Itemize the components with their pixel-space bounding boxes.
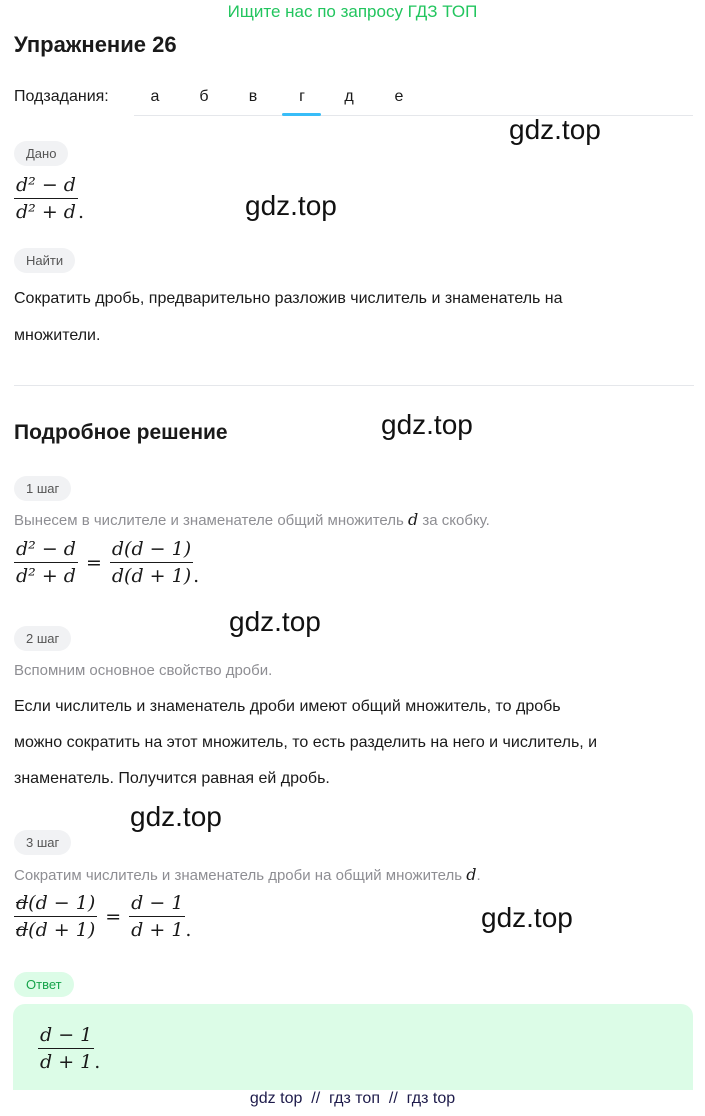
given-badge: Дано <box>14 141 68 166</box>
tab-v[interactable]: в <box>248 88 258 105</box>
find-badge: Найти <box>14 248 75 273</box>
step-3-rhs-numerator: d − 1 <box>129 892 185 917</box>
answer-expression: $\frac{d - 1}{d + 1}$ . <box>40 1024 101 1073</box>
top-banner: Ищите нас по запросу ГДЗ ТОП <box>227 2 478 21</box>
step-2-text-line-3: знаменатель. Получится равная ей дробь. <box>14 770 330 787</box>
watermark: gdz.top <box>130 801 222 832</box>
step-1-equation: $\frac{\text{d² − d}}{\text{d² + d}}$ = $\frac{d(d - 1)}{d(d + 1)}$ . <box>16 538 200 587</box>
step-1-hint-after: за скобку. <box>418 512 490 529</box>
step-2-text-line-2: можно сократить на этот множитель, то есть разделить на него и числитель, и <box>14 734 598 751</box>
find-text-line-1: Сократить дробь, предварительно разложив числитель и знаменатель на <box>14 290 563 307</box>
watermark: gdz.top <box>245 190 337 221</box>
tab-a[interactable]: а <box>150 88 160 105</box>
step-1-lhs-numerator: d² − d <box>14 538 78 563</box>
subtasks-label: Подзадания: <box>14 88 109 105</box>
step-1-hint <box>14 501 694 539</box>
step-3-hint-var: d <box>466 865 477 884</box>
step-1-badge: 1 шаг <box>14 476 71 501</box>
watermark: gdz.top <box>509 114 601 145</box>
answer-badge: Ответ <box>14 972 74 997</box>
answer-box <box>13 1004 693 1090</box>
step-1-hint-before: Вынесем в числителе и знаменателе общий множитель <box>14 512 408 529</box>
step-1-rhs-numerator: d(d − 1) <box>110 538 193 563</box>
step-2-badge: 2 шаг <box>14 626 71 651</box>
answer-denominator: d + 1 <box>40 1051 93 1073</box>
section-divider <box>14 385 694 386</box>
step-3-lhs-num-cancelled: d <box>16 892 29 914</box>
tab-g[interactable]: г <box>299 88 305 105</box>
tab-b[interactable]: б <box>199 88 209 105</box>
step-2-hint: Вспомним основное свойство дроби. <box>14 662 273 679</box>
tabs-divider <box>134 115 693 116</box>
step-3-equation: $\frac{d(d - 1)}{d(d + 1)}$ = $\frac{d - 1}{d + 1}$ . <box>16 892 192 941</box>
step-2-text-line-1: Если числитель и знаменатель дроби имеют общий множитель, то дробь <box>14 698 561 715</box>
step-1-lhs-denominator: d² + d <box>16 565 76 587</box>
given-denominator: d² + d <box>16 201 76 223</box>
tab-d[interactable]: д <box>344 88 354 105</box>
active-tab-indicator <box>282 113 321 116</box>
step-1-rhs-denominator: d(d + 1) <box>111 565 192 587</box>
watermark: gdz.top <box>381 409 473 440</box>
step-3-hint-before: Сократим числитель и знаменатель дроби на общий множитель <box>14 867 467 884</box>
solution-heading: Подробное решение <box>14 421 228 444</box>
find-text-line-2: множители. <box>14 327 101 344</box>
given-numerator: d² − d <box>14 174 78 199</box>
watermark: gdz.top <box>481 902 573 933</box>
page-title: Упражнение 26 <box>14 32 177 57</box>
step-1-hint-var: d <box>407 510 419 529</box>
step-3-lhs-den-cancelled: d <box>16 919 29 941</box>
step-3-rhs-denominator: d + 1 <box>131 919 184 941</box>
watermark: gdz.top <box>229 606 321 637</box>
tab-e[interactable]: е <box>394 88 404 105</box>
step-3-lhs-den-rest: (d + 1) <box>28 919 96 941</box>
given-expression: $\frac{\text{d² − d}}{\text{d² + d}}$ . <box>16 174 84 223</box>
answer-numerator: d − 1 <box>38 1024 94 1049</box>
step-3-badge: 3 шаг <box>14 830 71 855</box>
step-3-hint <box>14 856 694 894</box>
footer-watermark: gdz top // гдз топ // гдз top <box>249 1090 456 1107</box>
step-3-lhs-num-rest: (d − 1) <box>28 892 96 914</box>
step-3-hint-after: . <box>476 867 481 884</box>
